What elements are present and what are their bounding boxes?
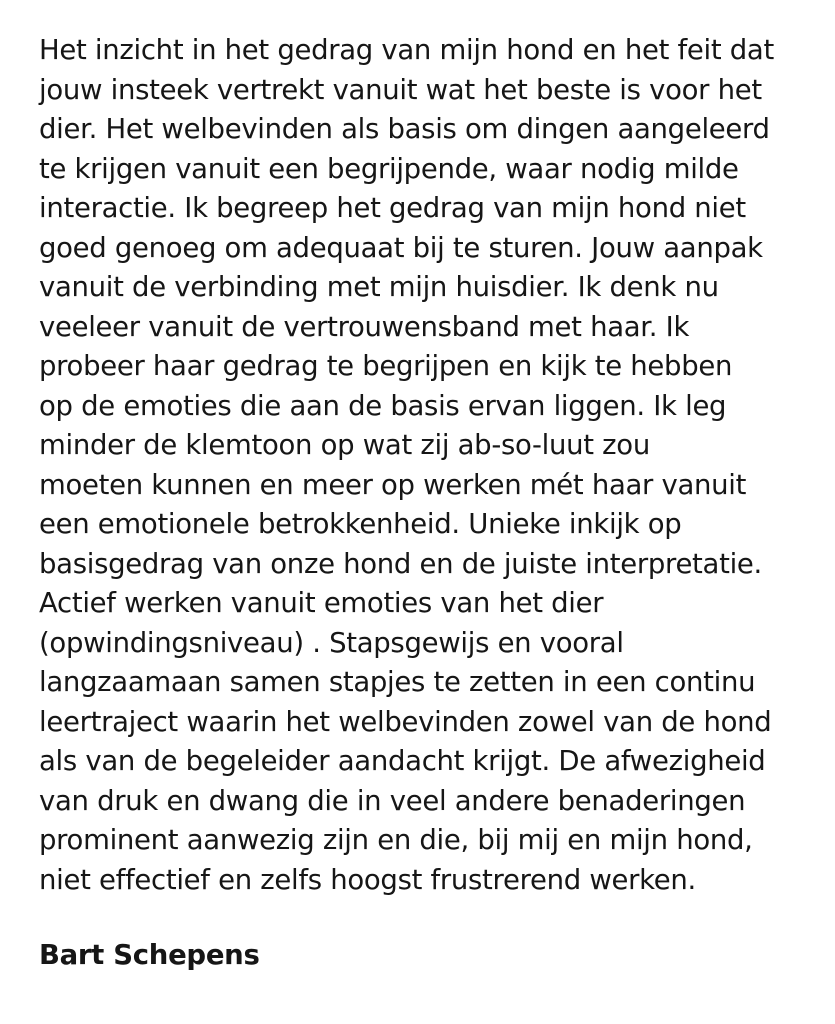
text-line: moeten kunnen en meer op werken mét haar vanuit: [39, 468, 747, 501]
testimonial: [39, 31, 809, 975]
testimonial-text: [39, 31, 809, 900]
text-line: jouw insteek vertrekt vanuit wat het beste is voor het: [39, 73, 762, 106]
text-line: van druk en dwang die in veel andere benaderingen: [39, 784, 746, 817]
text-line: (opwindingsniveau) . Stapsgewijs en vooral: [39, 626, 624, 659]
testimonial-author: Bart Schepens: [39, 939, 260, 971]
text-line: goed genoeg om adequaat bij te sturen. Jouw aanpak: [39, 231, 763, 264]
text-line: Actief werken vanuit emoties van het dier: [39, 587, 604, 619]
text-line: een emotionele betrokkenheid. Unieke inkijk op: [39, 508, 682, 540]
text-line: interactie. Ik begreep het gedrag van mijn hond niet: [39, 192, 746, 224]
text-line: Het inzicht in het gedrag van mijn hond en het feit dat: [39, 34, 774, 66]
text-line: op de emoties die aan de basis ervan liggen. Ik leg: [39, 389, 727, 422]
text-line: probeer haar gedrag te begrijpen en kijk te hebben: [39, 350, 733, 382]
text-line: te krijgen vanuit een begrijpende, waar nodig milde: [39, 152, 739, 185]
text-line: als van de begeleider aandacht krijgt. De afwezigheid: [39, 745, 766, 777]
text-line: dier. Het welbevinden als basis om dingen aangeleerd: [39, 113, 770, 145]
text-line: basisgedrag van onze hond en de juiste interpretatie.: [39, 547, 762, 580]
text-line: langzaamaan samen stapjes te zetten in een continu: [39, 666, 756, 698]
text-line: veeleer vanuit de vertrouwensband met haar. Ik: [39, 310, 690, 343]
text-line: niet effectief en zelfs hoogst frustrerend werken.: [39, 863, 696, 896]
text-line: prominent aanwezig zijn en die, bij mij en mijn hond,: [39, 824, 753, 856]
text-line: minder de klemtoon op wat zij ab-so-luut zou: [39, 429, 650, 461]
text-line: vanuit de verbinding met mijn huisdier. Ik denk nu: [39, 271, 719, 303]
text-line: leertraject waarin het welbevinden zowel van de hond: [39, 705, 772, 738]
